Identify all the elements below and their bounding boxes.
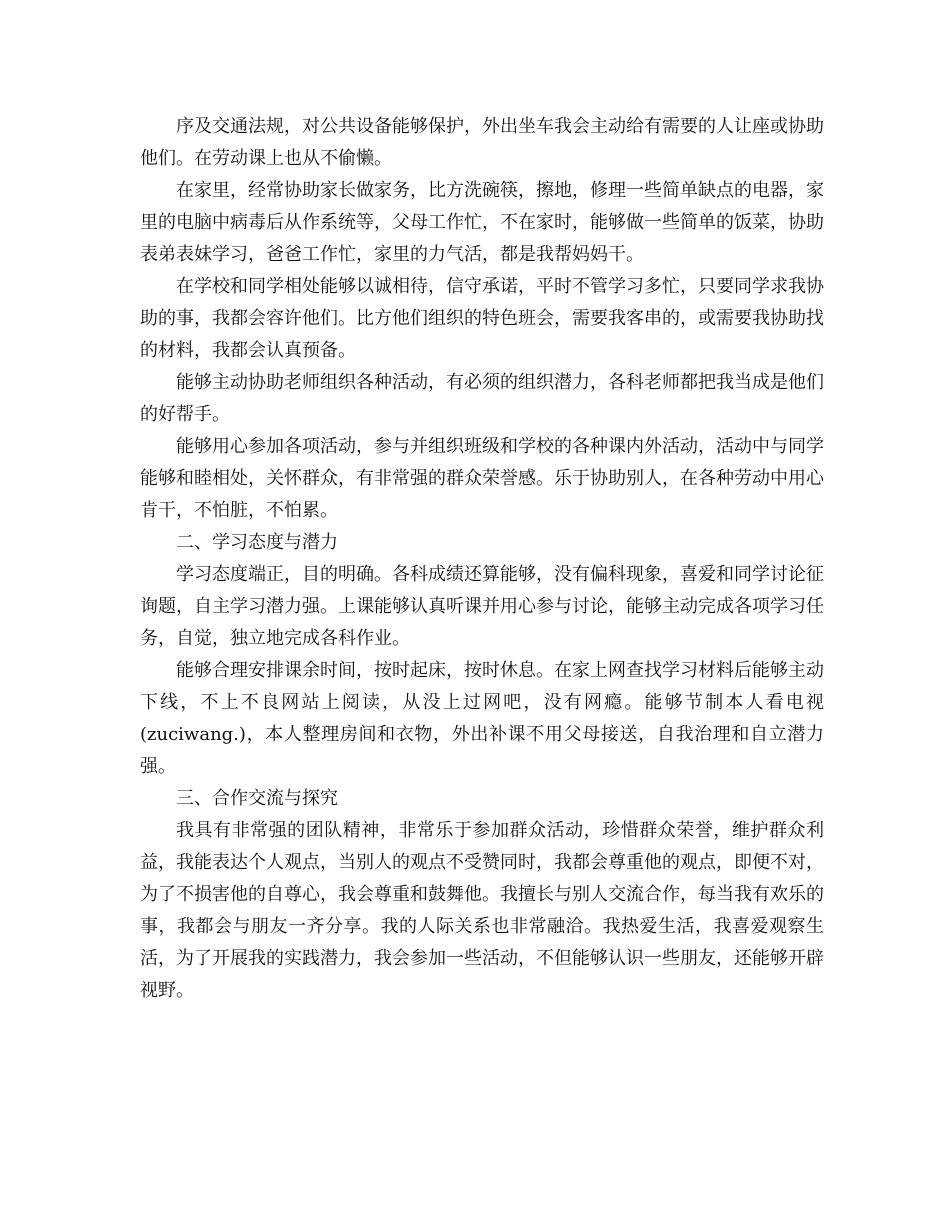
section-heading-learning-attitude: 二、学习态度与潜力	[176, 532, 338, 553]
paragraph-learning-attitude: 学习态度端正，目的明确。各科成绩还算能够，没有偏科现象，喜爱和同学讨论征询题，自主学习潜力强。上课能够认真听课并用心参与讨论，能够主动完成各项学习任务，自觉，独立地完成各科作业。	[140, 564, 824, 649]
paragraph-time-management: 能够合理安排课余时间，按时起床，按时休息。在家上网查找学习材料后能够主动下线，不上不良网站上阅读，从没上过网吧，没有网瘾。能够节制本人看电视(zuciwang.)，本人整理房间和衣物，外出补课不用父母接送，自我治理和自立潜力强。	[140, 660, 824, 777]
paragraph-home-chores: 在家里，经常协助家长做家务，比方洗碗筷，擦地，修理一些简单缺点的电器，家里的电脑中病毒后从作系统等，父母工作忙，不在家时，能够做一些简单的饭菜，协助表弟表妹学习，爸爸工作忙，家里的力气活，都是我帮妈妈干。	[140, 180, 824, 265]
paragraph-classmates: 在学校和同学相处能够以诚相待，信守承诺，平时不管学习多忙，只要同学求我协助的事，我都会容许他们。比方他们组织的特色班会，需要我客串的，或需要我协助找的材料，我都会认真预备。	[140, 276, 824, 361]
document-page	[140, 111, 824, 1007]
paragraph-help-teachers: 能够主动协助老师组织各种活动，有必须的组织潜力，各科老师都把我当成是他们的好帮手。	[140, 372, 824, 425]
paragraph-activities: 能够用心参加各项活动，参与并组织班级和学校的各种课内外活动，活动中与同学能够和睦相处，关怀群众，有非常强的群众荣誉感。乐于协助别人，在各种劳动中用心肯干，不怕脏，不怕累。	[140, 436, 824, 521]
paragraph-teamwork: 我具有非常强的团队精神，非常乐于参加群众活动，珍惜群众荣誉，维护群众利益，我能表达个人观点，当别人的观点不受赞同时，我都会尊重他的观点，即便不对，为了不损害他的自尊心，我会尊重和鼓舞他。我擅长与别人交流合作，每当我有欢乐的事，我都会与朋友一齐分享。我的人际关系也非常融洽。我热爱生活，我喜爱观察生活，为了开展我的实践潜力，我会参加一些活动，不但能够认识一些朋友，还能够开辟视野。	[140, 820, 824, 1001]
section-heading-cooperation: 三、合作交流与探究	[176, 788, 338, 809]
paragraph-public-conduct: 序及交通法规，对公共设备能够保护，外出坐车我会主动给有需要的人让座或协助他们。在劳动课上也从不偷懒。	[140, 116, 824, 169]
